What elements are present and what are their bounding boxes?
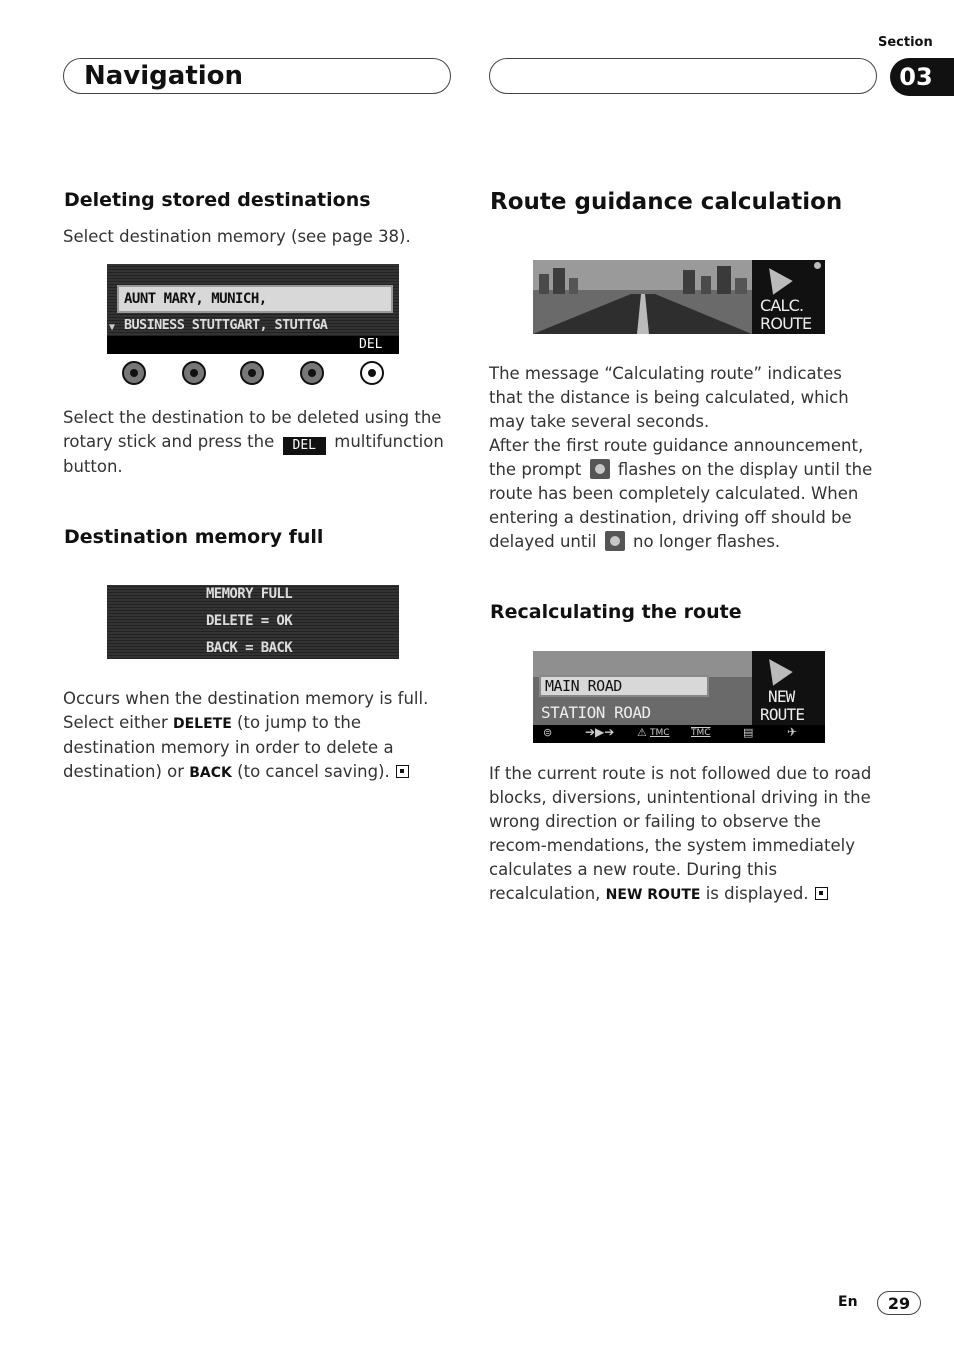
- status-icon-bar: [533, 725, 825, 743]
- multifunction-button-5: [360, 361, 384, 385]
- route-arrows-icon: ➔▶➔: [585, 725, 615, 739]
- route-label: ROUTE: [760, 705, 805, 724]
- map-background: [533, 651, 752, 725]
- calc-route-panel: [752, 260, 825, 334]
- calc-route-display: [533, 260, 825, 334]
- heading-route-calculation: Route guidance calculation: [490, 189, 843, 215]
- skyline: [533, 651, 752, 677]
- softkey-bar: [107, 336, 399, 354]
- memory-full-line-3: BACK = BACK: [205, 640, 293, 656]
- end-of-section-icon: [396, 765, 409, 778]
- recalc-body-1: If the current route is not followed due to road blocks, diversions, unintentional driving in the wrong direction or failing to observe the recom-mendations, the system immediately calculates a new route. During this recalculation,: [489, 764, 872, 903]
- section-number-tab: 03: [890, 58, 954, 96]
- del-key-icon: DEL: [283, 437, 326, 455]
- route-calc-para-2b: flashes on the display until the route has been completely calculated. When entering a destination, driving off should be delayed until: [489, 460, 873, 551]
- memory-full-body-1: Occurs when the destination memory is full. Select either: [63, 689, 429, 732]
- satellite-icon: ✈: [787, 725, 798, 739]
- calc-label: CALC.: [760, 296, 804, 315]
- list-icon: ▤: [743, 726, 754, 739]
- current-road-label: MAIN ROAD: [539, 675, 709, 697]
- language-label: En: [838, 1294, 858, 1310]
- memory-full-body: [63, 687, 451, 785]
- keyword-back: BACK: [189, 765, 232, 781]
- section-label: Section: [878, 35, 933, 50]
- scroll-down-icon: ▼: [109, 322, 116, 333]
- tmc-status-1: TMC: [650, 728, 670, 738]
- keyword-delete: DELETE: [173, 716, 232, 732]
- deleting-intro: Select destination memory (see page 38).: [63, 227, 411, 246]
- page-number: 29: [877, 1291, 921, 1315]
- new-route-display: [533, 651, 825, 743]
- softkey-del-label: DEL: [359, 337, 383, 352]
- road-perspective-illustration: [533, 260, 752, 334]
- new-route-panel: [752, 651, 825, 725]
- multifunction-button-1: [122, 361, 146, 385]
- recalc-body: [489, 762, 877, 907]
- destination-row: BUSINESS STUTTGART, STUTTGA: [124, 317, 328, 333]
- tmc-status-2: TMC: [691, 728, 711, 738]
- deleting-body-pre: Select the destination to be deleted using the rotary stick and press the: [63, 408, 442, 451]
- prompt-icon: [605, 531, 625, 551]
- memory-full-line-2: DELETE = OK: [205, 613, 293, 629]
- route-calc-para-2: [489, 434, 874, 554]
- deleting-body: [63, 406, 448, 479]
- route-calc-para-1: The message “Calculating route” indicates that the distance is being calculated, which may take several seconds.: [489, 364, 849, 431]
- memory-full-line-1: MEMORY FULL: [205, 586, 293, 602]
- multifunction-button-2: [182, 361, 206, 385]
- direction-arrow-icon: [759, 261, 792, 294]
- status-dot-icon: [814, 262, 821, 269]
- selected-destination-row: AUNT MARY, MUNICH,: [117, 285, 393, 313]
- warning-icon: ⚠: [637, 726, 647, 739]
- next-road-label: STATION ROAD: [541, 703, 651, 722]
- prompt-icon: [590, 459, 610, 479]
- road-icon: ⊜: [543, 726, 553, 739]
- chapter-header-right: [489, 58, 877, 94]
- recalc-body-2: is displayed.: [705, 884, 809, 903]
- multifunction-button-4: [300, 361, 324, 385]
- route-calc-para-2c: no longer flashes.: [633, 532, 781, 551]
- memory-full-body-3: (to cancel saving).: [237, 762, 390, 781]
- multifunction-button-3: [240, 361, 264, 385]
- page-title: Navigation: [84, 61, 244, 91]
- memory-full-display: [107, 585, 399, 659]
- deleting-body-post: multifunction button.: [63, 432, 444, 476]
- direction-arrow-icon: [759, 652, 792, 685]
- new-label: NEW: [768, 687, 795, 706]
- heading-deleting-destinations: Deleting stored destinations: [64, 189, 371, 211]
- heading-memory-full: Destination memory full: [64, 526, 324, 548]
- end-of-section-icon: [815, 887, 828, 900]
- destination-list-display: [107, 264, 399, 388]
- route-label: ROUTE: [760, 314, 812, 333]
- keyword-new-route: NEW ROUTE: [605, 887, 701, 903]
- memory-full-body-2: (to jump to the destination memory in order to delete a destination) or: [63, 713, 394, 781]
- heading-recalculating-route: Recalculating the route: [490, 601, 742, 623]
- route-calc-para-2a: After the first route guidance announcement, the prompt: [489, 436, 864, 479]
- chapter-header-left: [63, 58, 451, 94]
- lcd-screen: [107, 264, 399, 354]
